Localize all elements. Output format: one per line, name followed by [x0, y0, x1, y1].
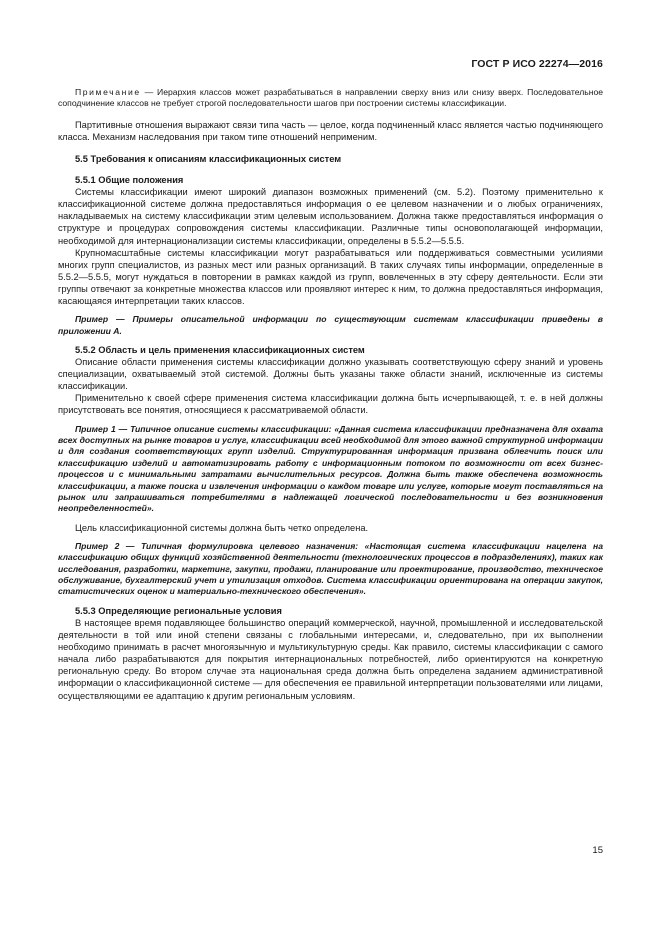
subsection-heading-5-5-3: 5.5.3 Определяющие региональные условия	[75, 605, 282, 616]
note-label: Примечание	[75, 87, 141, 97]
note-paragraph	[58, 87, 603, 110]
note-text: — Иерархия классов может разрабатываться в направлении сверху вниз или снизу вверх. Последовательное соподчинение классов не требует строгой последовательности шагов при построении системы классификации.	[58, 87, 603, 109]
page-content	[58, 87, 603, 702]
subsection-heading-5-5-1: 5.5.1 Общие положения	[75, 175, 184, 186]
paragraph-partitive: Партитивные отношения выражают связи типа часть — целое, когда подчиненный класс является частью подчиняющего класса. Механизм наследования при таком типе отношений неприменим.	[58, 119, 603, 142]
standard-header: ГОСТ Р ИСО 22274—2016	[471, 58, 603, 70]
subsection-heading-5-5-2: 5.5.2 Область и цель применения классификационных систем	[75, 344, 365, 355]
paragraph-5-5-3: В настоящее время подавляющее большинство операций коммерческой, научной, промышленной и исследовательской деятельности в той или иной степени связаны с глобальными интересами, и, следовательно, при их выполнении необходимо принимать в расчет многоязычную и мультикультурную среды. Как правило, системы классификации с самого начала либо разрабатываются для покрытия интернациональных потребностей, либо ориентируются на конкретную региональную среду. Во втором случае эта национальная среда должна быть определена заданием административной информации о классификационной системе — для обеспечения ее правильной интерпретации пользователями или лицами, осуществляющими ее адаптацию к другим региональным условиям.	[58, 617, 603, 701]
paragraph-5-5-2-a: Описание области применения системы классификации должно указывать соответствующую сферу знаний и уровень специализации, охватываемый этой системой. Должны быть указаны также области знаний, исключенные из системы классификации.	[58, 357, 603, 392]
example-1: Пример 1 — Типичное описание системы классификации: «Данная система классификации предназначена для охвата всех доступных на рынке товаров и услуг, классификации всей необходимой для этого важной структурной информации и для создания соответствующих групп изделий. Структурированная информация призвана облегчить поиск или классификацию изделий и автоматизировать работу с информационным потоком по возможности от всех бизнес-процессов и с минимальными затратами вычислительных ресурсов. Должна быть также обеспечена возможность классификации, а также поиска и извлечения информации о каждом товаре или услуге, которые могут поставляться на рынок или запрашиваться потребителями в надлежащей логической последовательности и без возникновения неопределенностей».	[58, 423, 603, 514]
page-number: 15	[592, 845, 603, 856]
example-annex-a: Пример — Примеры описательной информации по существующим системам классификации приведены в приложении А.	[58, 314, 603, 336]
paragraph-5-5-2-b: Применительно к своей сфере применения система классификации должна быть исчерпывающей, т. е. в ней должны присутствовать все понятия, относящиеся к рассматриваемой области.	[58, 393, 603, 416]
example-2: Пример 2 — Типичная формулировка целевого назначения: «Настоящая система классификации нацелена на классификацию общих функций хозяйственной деятельности (технологических процессов в подразделениях), таких как исследования, разработки, маркетинг, закупки, продажи, планирование или проектирование, производство, техническое обслуживание, бухгалтерский учет и утилизация отходов. Система классификации ориентирована на операции закупок, статистических оценок и материально-технического обеспечения».	[58, 540, 603, 597]
section-heading-5-5: 5.5 Требования к описаниям классификационных систем	[75, 154, 342, 164]
paragraph-5-5-1-b: Крупномасштабные системы классификации могут разрабатываться или поддерживаться совместными усилиями многих групп специалистов, из разных мест или разных организаций. В таких случаях типы информации, определенные в 5.5.2—5.5.5, могут нуждаться в повторении в рамках каждой из групп, вовлеченных в эту сферу деятельности. Если эти группы отвечают за конкретные множества классов или проявляют интерес к ним, то должна предоставляться информация, касающаяся интерпретации таких классов.	[58, 247, 603, 307]
paragraph-5-5-2-c: Цель классификационной системы должна быть четко определена.	[75, 522, 369, 533]
paragraph-5-5-1-a: Системы классификации имеют широкий диапазон возможных применений (см. 5.2). Поэтому применительно к классификационной системе должна предоставляться информация о ее целевом назначении и о любых ограничениях, накладываемых на систему классификации этим целевым использованием. Должна также предоставляться информация о структуре и процедурах сопровождения системы классификации. Различные типы основополагающей информации, необходимой для интернационализации системы классификации, определены в 5.5.2—5.5.5.	[58, 187, 603, 246]
